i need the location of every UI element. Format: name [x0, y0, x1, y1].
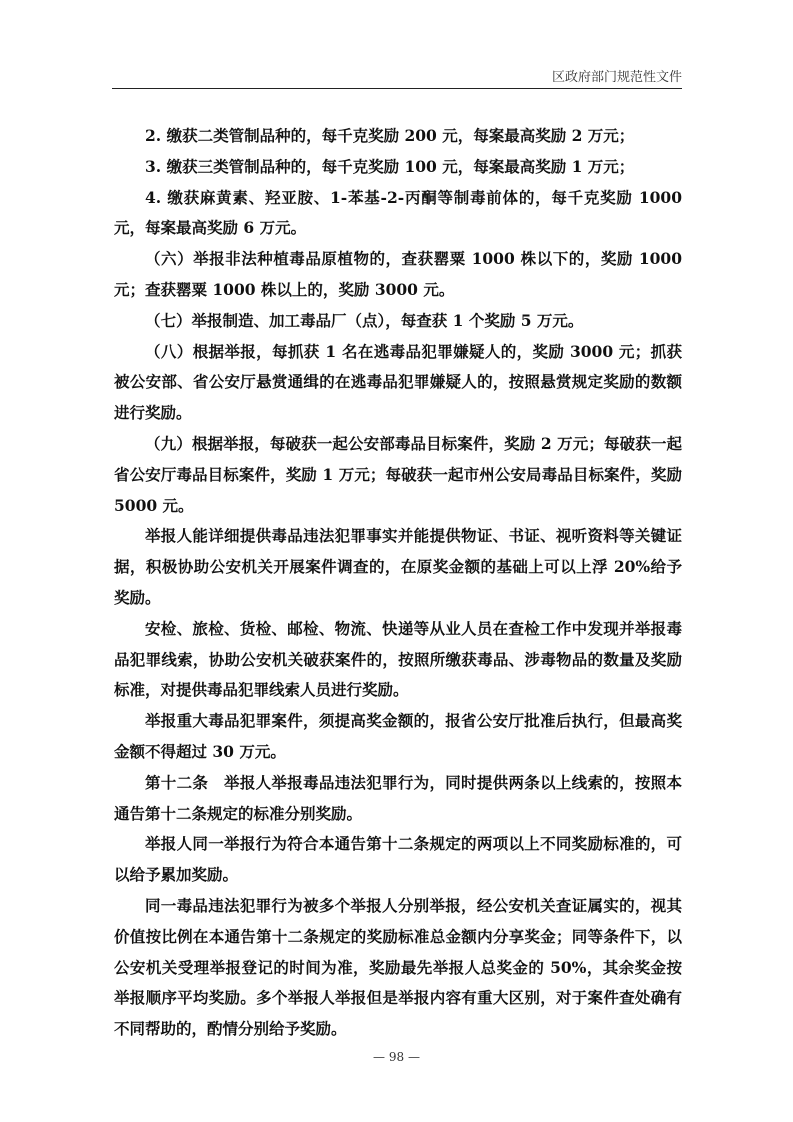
- paragraph: 2. 缴获二类管制品种的，每千克奖励 200 元，每案最高奖励 2 万元；: [145, 126, 635, 145]
- paragraph: 同一毒品违法犯罪行为被多个举报人分别举报，经公安机关查证属实的，视其价值按比例在本通告第十二条规定的奖励标准总金额内分享奖金；同等条件下，以公安机关受理举报登记的时间为准，奖励最先举报人总奖金的 50%，其余奖金按举报顺序平均奖励。多个举报人举报但是举报内容有重大区别，对于案件查处确有不同帮助的，酌情分别给予奖励。: [114, 895, 682, 1039]
- paragraph: （六）举报非法种植毒品原植物的，查获罂粟 1000 株以下的，奖励 1000 元；查获罂粟 1000 株以上的，奖励 3000 元。: [114, 249, 682, 299]
- paragraph: （九）根据举报，每破获一起公安部毒品目标案件，奖励 2 万元；每破获一起省公安厅毒品目标案件，奖励 1 万元；每破获一起市州公安局毒品目标案件，奖励 5000 元。: [114, 433, 682, 515]
- paragraph: 3. 缴获三类管制品种的，每千克奖励 100 元，每案最高奖励 1 万元；: [145, 156, 635, 176]
- paragraph: 举报人能详细提供毒品违法犯罪事实并能提供物证、书证、视听资料等关键证据，积极协助公安机关开展案件调查的，在原奖金额的基础上可以上浮 20%给予奖励。: [114, 526, 682, 607]
- paragraph: 安检、旅检、货检、邮检、物流、快递等从业人员在查检工作中发现并举报毒品犯罪线索，协助公安机关破获案件的，按照所缴获毒品、涉毒物品的数量及奖励标准，对提供毒品犯罪线索人员进行奖励。: [114, 618, 682, 700]
- document-body: [114, 121, 682, 1045]
- paragraph: （八）根据举报，每抓获 1 名在逃毒品犯罪嫌疑人的，奖励 3000 元；抓获被公安部、省公安厅悬赏通缉的在逃毒品犯罪嫌疑人的，按照悬赏规定奖励的数额进行奖励。: [114, 341, 682, 423]
- paragraph: 第十二条 举报人举报毒品违法犯罪行为，同时提供两条以上线索的，按照本通告第十二条规定的标准分别奖励。: [114, 772, 682, 823]
- paragraph: （七）举报制造、加工毒品厂（点），每查获 1 个奖励 5 万元。: [145, 310, 584, 330]
- paragraph: 4. 缴获麻黄素、羟亚胺、1-苯基-2-丙酮等制毒前体的，每千克奖励 1000 元，每案最高奖励 6 万元。: [114, 187, 682, 238]
- header-divider: [112, 88, 682, 89]
- paragraph: 举报重大毒品犯罪案件，须提高奖金额的，报省公安厅批准后执行，但最高奖金额不得超过 30 万元。: [114, 711, 682, 761]
- page-number: — 98 —: [373, 1050, 420, 1064]
- running-header: 区政府部门规范性文件: [551, 70, 682, 85]
- paragraph: 举报人同一举报行为符合本通告第十二条规定的两项以上不同奖励标准的，可以给予累加奖励。: [114, 834, 682, 885]
